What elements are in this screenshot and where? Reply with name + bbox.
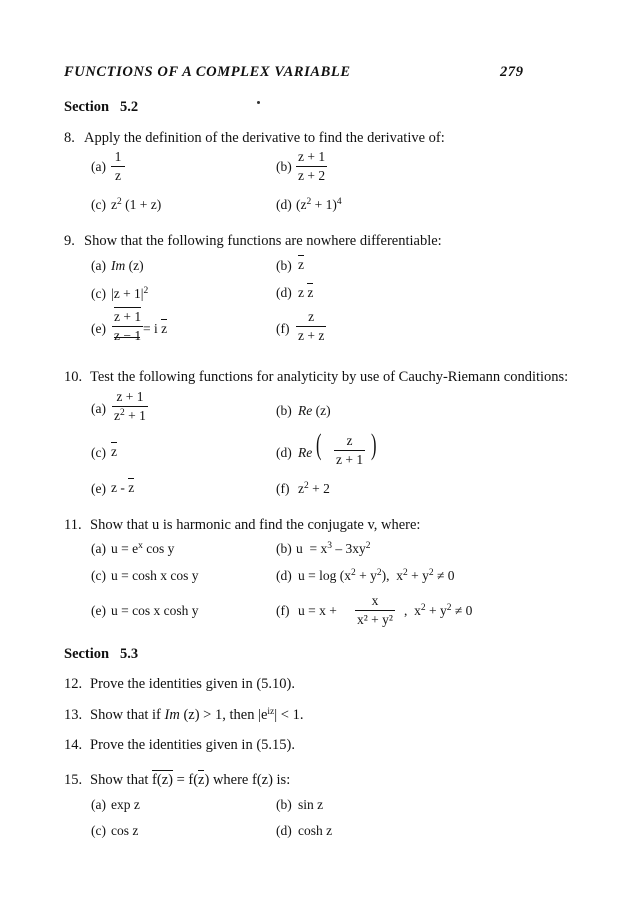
q9-number: 9. bbox=[64, 233, 75, 249]
q11-b-label: (b) bbox=[276, 541, 292, 556]
q9-d-label: (d) bbox=[276, 285, 292, 300]
q12-number: 12. bbox=[64, 676, 83, 692]
q11-e-expr: u = cos x cosh y bbox=[111, 603, 199, 618]
q11-c-label: (c) bbox=[91, 568, 106, 583]
q10-f-label: (f) bbox=[276, 481, 290, 496]
q10-number: 10. bbox=[64, 369, 83, 385]
q10-a-label: (a) bbox=[91, 401, 106, 416]
q13-text: Show that if Im (z) > 1, then $|e^{iz}| < 1$. bbox=[90, 707, 304, 723]
q9-d-expr: z z bbox=[298, 285, 314, 300]
q11-f-fraction bbox=[355, 594, 395, 626]
q11-a-expr: $u = e^x$ cos y bbox=[111, 541, 175, 556]
q9-e-den-bar bbox=[114, 337, 140, 338]
q10-a-num: z + 1 bbox=[116, 389, 144, 404]
q15-b-expr: sin z bbox=[298, 797, 324, 812]
q9-text: Show that the following functions are nowhere differentiable: bbox=[84, 233, 442, 249]
page-number: 279 bbox=[500, 64, 524, 80]
q8-c-label: (c) bbox=[91, 197, 106, 212]
q10-c-label: (c) bbox=[91, 445, 106, 460]
q12-text: Prove the identities given in (5.10). bbox=[90, 676, 295, 692]
q10-b-expr: Re (z) bbox=[298, 403, 331, 418]
q11-e-label: (e) bbox=[91, 603, 106, 618]
q11-d-label: (d) bbox=[276, 568, 292, 583]
q10-d-num: z bbox=[346, 433, 353, 448]
q10-d-fraction bbox=[334, 434, 365, 466]
q15-a-label: (a) bbox=[91, 797, 106, 812]
q14-number: 14. bbox=[64, 737, 83, 753]
q9-f-num: z bbox=[308, 309, 315, 324]
q8-a-den: z bbox=[111, 166, 125, 183]
q11-f-pre: u = x + bbox=[298, 603, 341, 618]
q9-a-label: (a) bbox=[91, 258, 106, 273]
q9-e-rhs: = i z bbox=[143, 321, 168, 336]
q8-b-label: (b) bbox=[276, 159, 292, 174]
q8-b-num: z + 1 bbox=[298, 149, 326, 164]
q15-d-label: (d) bbox=[276, 823, 292, 838]
q9-a-expr: Im (z) bbox=[111, 258, 144, 273]
q15-c-expr: cos z bbox=[111, 823, 139, 838]
q10-d-label: (d) bbox=[276, 445, 292, 460]
q9-b-expr: z bbox=[298, 257, 304, 272]
q10-e-label: (e) bbox=[91, 481, 106, 496]
section-heading-5-2: Section 5.2 bbox=[64, 99, 139, 115]
q8-b-fraction bbox=[296, 150, 327, 182]
q9-f-label: (f) bbox=[276, 321, 290, 336]
q9-f-den-bar: z bbox=[318, 327, 325, 343]
q8-d-expr: $(z^2 + 1)^4$ bbox=[296, 197, 342, 212]
q9-f-fraction bbox=[296, 310, 326, 342]
q10-text: Test the following functions for analyticity by use of Cauchy-Riemann conditions: bbox=[90, 369, 569, 385]
q9-c-label: (c) bbox=[91, 286, 106, 301]
q9-f-den-pre: z + bbox=[298, 327, 319, 343]
q11-b-expr: $u = x^3 - 3xy^2$ bbox=[296, 541, 371, 556]
q8-a-label: (a) bbox=[91, 159, 106, 174]
q15-a-expr: exp z bbox=[111, 797, 140, 812]
q11-f-num: x bbox=[371, 593, 379, 608]
q15-c-label: (c) bbox=[91, 823, 106, 838]
q11-a-label: (a) bbox=[91, 541, 106, 556]
q13-number: 13. bbox=[64, 707, 83, 723]
q9-e-num: z + 1 bbox=[114, 309, 142, 324]
q10-b-label: (b) bbox=[276, 403, 292, 418]
q10-d-den: z + 1 bbox=[336, 451, 364, 467]
q10-a-fraction: $\frac{z + 1}{z^2 + 1}$ bbox=[114, 389, 146, 423]
q15-number: 15. bbox=[64, 772, 83, 788]
q11-number: 11. bbox=[64, 517, 82, 533]
q11-f-condition: , $x^2 + y^2 \ne 0$ bbox=[404, 603, 473, 618]
q8-d-label: (d) bbox=[276, 197, 292, 212]
q11-text: Show that u is harmonic and find the conjugate v, where: bbox=[90, 517, 421, 533]
q15-text: Show that f(z) = f(z) where f(z) is: bbox=[90, 772, 291, 788]
q8-a-num: 1 bbox=[114, 149, 122, 164]
q10-d-lparen: ( bbox=[316, 428, 322, 461]
q10-d-fn: Re bbox=[298, 445, 313, 460]
q10-c-expr: z bbox=[111, 444, 117, 459]
q11-c-expr: u = cosh x cos y bbox=[111, 568, 199, 583]
q15-d-expr: cosh z bbox=[298, 823, 333, 838]
running-header-title: FUNCTIONS OF A COMPLEX VARIABLE bbox=[64, 64, 351, 80]
q8-c-expr: $z^2$ (1 + z) bbox=[111, 197, 162, 212]
q14-text: Prove the identities given in (5.15). bbox=[90, 737, 295, 753]
stray-mark bbox=[257, 101, 260, 104]
q10-f-expr: $z^2 + 2$ bbox=[298, 481, 330, 496]
q11-d-expr: $u = \log (x^2 + y^2)$, $x^2 + y^2 \ne 0$ bbox=[298, 568, 455, 583]
q9-e-label: (e) bbox=[91, 321, 106, 336]
q11-f-den: x² + y² bbox=[357, 611, 393, 627]
q9-b-label: (b) bbox=[276, 258, 292, 273]
q9-e-den: z − 1 bbox=[114, 327, 142, 343]
q9-c-expr: $|z + 1|^2$ bbox=[111, 286, 149, 301]
section-heading-5-3: Section 5.3 bbox=[64, 646, 139, 662]
q8-number: 8. bbox=[64, 130, 75, 146]
q15-b-label: (b) bbox=[276, 797, 292, 812]
q8-text: Apply the definition of the derivative to find the derivative of: bbox=[84, 130, 445, 146]
q11-f-label: (f) bbox=[276, 603, 290, 618]
q10-e-expr: z - z bbox=[111, 480, 135, 495]
q10-d-rparen: ) bbox=[371, 428, 377, 461]
q8-b-den: z + 2 bbox=[298, 167, 326, 183]
q8-a-fraction bbox=[111, 150, 125, 182]
